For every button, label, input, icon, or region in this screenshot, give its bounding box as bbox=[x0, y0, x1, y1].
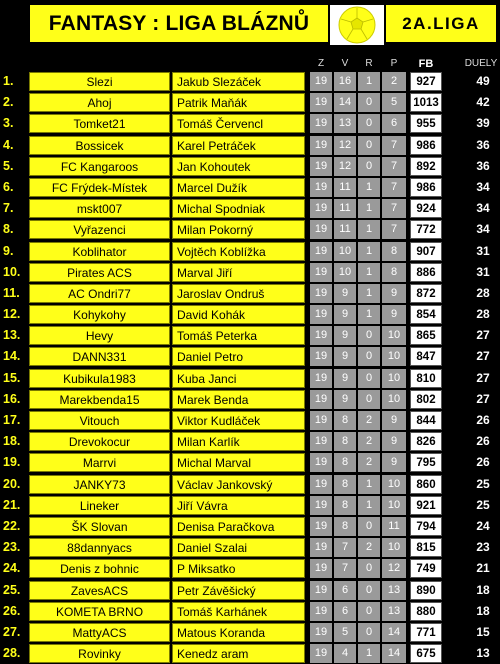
losses-cell: 12 bbox=[382, 559, 406, 578]
played-cell: 19 bbox=[310, 369, 332, 388]
fb-points-cell: 675 bbox=[410, 644, 442, 663]
table-row bbox=[0, 304, 500, 325]
losses-cell: 9 bbox=[382, 305, 406, 324]
duel-points-cell: 26 bbox=[468, 432, 498, 451]
duel-points-cell: 13 bbox=[468, 644, 498, 663]
duel-points-cell: 18 bbox=[468, 581, 498, 600]
played-cell: 19 bbox=[310, 623, 332, 642]
duel-points-cell: 27 bbox=[468, 326, 498, 345]
player-cell: Tomáš Červencl bbox=[172, 114, 305, 133]
played-cell: 19 bbox=[310, 475, 332, 494]
player-cell: Vojtěch Koblížka bbox=[172, 242, 305, 261]
table-row bbox=[0, 156, 500, 177]
wins-cell: 7 bbox=[334, 538, 356, 557]
team-cell: AC Ondri77 bbox=[29, 284, 170, 303]
fb-points-cell: 847 bbox=[410, 347, 442, 366]
rank-cell: 22. bbox=[3, 518, 21, 533]
rank-cell: 1. bbox=[3, 74, 14, 88]
wins-cell: 8 bbox=[334, 517, 356, 536]
team-cell: Vitouch bbox=[29, 411, 170, 430]
fb-points-cell: 892 bbox=[410, 157, 442, 176]
player-cell: Jakub Slezáček bbox=[172, 72, 305, 91]
player-cell: Michal Marval bbox=[172, 453, 305, 472]
team-cell: Kubikula1983 bbox=[29, 369, 170, 388]
losses-cell: 9 bbox=[382, 453, 406, 472]
team-cell: JANKY73 bbox=[29, 475, 170, 494]
col-z: Z bbox=[317, 58, 325, 69]
player-cell: Petr Závěšický bbox=[172, 581, 305, 600]
rank-cell: 12. bbox=[3, 307, 21, 322]
player-cell: Václav Jankovský bbox=[172, 475, 305, 494]
col-r: R bbox=[365, 58, 373, 69]
losses-cell: 6 bbox=[382, 114, 406, 133]
header-banner bbox=[0, 0, 500, 48]
fb-points-cell: 907 bbox=[410, 242, 442, 261]
draws-cell: 0 bbox=[358, 369, 380, 388]
page-title: FANTASY : LIGA BLÁZNŮ bbox=[30, 5, 328, 42]
team-cell: Hevy bbox=[29, 326, 170, 345]
soccer-ball-icon bbox=[330, 5, 384, 45]
table-row bbox=[0, 113, 500, 134]
draws-cell: 0 bbox=[358, 93, 380, 112]
losses-cell: 10 bbox=[382, 475, 406, 494]
played-cell: 19 bbox=[310, 390, 332, 409]
team-cell: Denis z bohnic bbox=[29, 559, 170, 578]
losses-cell: 9 bbox=[382, 411, 406, 430]
team-cell: mskt007 bbox=[29, 199, 170, 218]
fb-points-cell: 890 bbox=[410, 581, 442, 600]
col-p: P bbox=[390, 58, 398, 69]
wins-cell: 6 bbox=[334, 602, 356, 621]
rank-cell: 6. bbox=[3, 179, 14, 194]
team-cell: Kohykohy bbox=[29, 305, 170, 324]
played-cell: 19 bbox=[310, 602, 332, 621]
player-cell: Viktor Kudláček bbox=[172, 411, 305, 430]
player-cell: David Kohák bbox=[172, 305, 305, 324]
fb-points-cell: 921 bbox=[410, 496, 442, 515]
team-cell: Vyřazenci bbox=[29, 220, 170, 239]
team-cell: Ahoj bbox=[29, 93, 170, 112]
player-cell: Marek Benda bbox=[172, 390, 305, 409]
fb-points-cell: 771 bbox=[410, 623, 442, 642]
rank-cell: 17. bbox=[3, 413, 21, 427]
fb-points-cell: 844 bbox=[410, 411, 442, 430]
draws-cell: 1 bbox=[358, 305, 380, 324]
wins-cell: 14 bbox=[334, 93, 356, 112]
wins-cell: 8 bbox=[334, 411, 356, 430]
fb-points-cell: 815 bbox=[410, 538, 442, 557]
team-cell: Rovinky bbox=[29, 644, 170, 663]
table-row bbox=[0, 368, 500, 389]
team-cell: 88dannyacs bbox=[29, 538, 170, 557]
played-cell: 19 bbox=[310, 114, 332, 133]
played-cell: 19 bbox=[310, 411, 332, 430]
fb-points-cell: 872 bbox=[410, 284, 442, 303]
col-v: V bbox=[341, 58, 349, 69]
duel-points-cell: 27 bbox=[468, 369, 498, 388]
table-row bbox=[0, 219, 500, 240]
wins-cell: 6 bbox=[334, 581, 356, 600]
fb-points-cell: 749 bbox=[410, 559, 442, 578]
fb-points-cell: 810 bbox=[410, 369, 442, 388]
played-cell: 19 bbox=[310, 496, 332, 515]
player-cell: Kenedz aram bbox=[172, 644, 305, 663]
rank-cell: 18. bbox=[3, 434, 21, 449]
wins-cell: 9 bbox=[334, 390, 356, 409]
fb-points-cell: 795 bbox=[410, 453, 442, 472]
rank-cell: 28. bbox=[3, 646, 21, 661]
rank-cell: 2. bbox=[3, 95, 14, 110]
draws-cell: 2 bbox=[358, 538, 380, 557]
team-cell: Slezi bbox=[29, 72, 170, 91]
table-row bbox=[0, 601, 500, 622]
player-cell: Jan Kohoutek bbox=[172, 157, 305, 176]
losses-cell: 10 bbox=[382, 369, 406, 388]
rank-cell: 9. bbox=[3, 243, 14, 258]
duel-points-cell: 39 bbox=[468, 114, 498, 133]
played-cell: 19 bbox=[310, 136, 332, 155]
duel-points-cell: 28 bbox=[468, 305, 498, 324]
column-headers bbox=[0, 57, 500, 71]
fb-points-cell: 886 bbox=[410, 263, 442, 282]
duel-points-cell: 26 bbox=[468, 453, 498, 472]
rank-cell: 3. bbox=[3, 116, 14, 131]
draws-cell: 2 bbox=[358, 411, 380, 430]
draws-cell: 0 bbox=[358, 581, 380, 600]
team-cell: MattyACS bbox=[29, 623, 170, 642]
wins-cell: 11 bbox=[334, 178, 356, 197]
wins-cell: 4 bbox=[334, 644, 356, 663]
losses-cell: 7 bbox=[382, 136, 406, 155]
draws-cell: 1 bbox=[358, 644, 380, 663]
played-cell: 19 bbox=[310, 538, 332, 557]
duel-points-cell: 25 bbox=[468, 496, 498, 515]
played-cell: 19 bbox=[310, 242, 332, 261]
player-cell: Marcel Dužík bbox=[172, 178, 305, 197]
team-cell: FC Frýdek-Místek bbox=[29, 178, 170, 197]
played-cell: 19 bbox=[310, 199, 332, 218]
draws-cell: 0 bbox=[358, 347, 380, 366]
player-cell: Kuba Janci bbox=[172, 369, 305, 388]
wins-cell: 10 bbox=[334, 242, 356, 261]
draws-cell: 1 bbox=[358, 284, 380, 303]
duel-points-cell: 24 bbox=[468, 517, 498, 536]
duel-points-cell: 36 bbox=[468, 157, 498, 176]
col-fb: FB bbox=[418, 58, 434, 70]
losses-cell: 10 bbox=[382, 496, 406, 515]
table-row bbox=[0, 622, 500, 643]
draws-cell: 1 bbox=[358, 263, 380, 282]
played-cell: 19 bbox=[310, 72, 332, 91]
draws-cell: 0 bbox=[358, 157, 380, 176]
played-cell: 19 bbox=[310, 559, 332, 578]
player-cell: Tomáš Peterka bbox=[172, 326, 305, 345]
rank-cell: 21. bbox=[3, 497, 21, 512]
table-row bbox=[0, 346, 500, 367]
duel-points-cell: 25 bbox=[468, 475, 498, 494]
draws-cell: 0 bbox=[358, 602, 380, 621]
draws-cell: 1 bbox=[358, 475, 380, 494]
wins-cell: 11 bbox=[334, 199, 356, 218]
rank-cell: 20. bbox=[3, 476, 21, 491]
table-row bbox=[0, 71, 500, 92]
rank-cell: 14. bbox=[3, 349, 21, 364]
draws-cell: 2 bbox=[358, 432, 380, 451]
draws-cell: 0 bbox=[358, 136, 380, 155]
draws-cell: 1 bbox=[358, 178, 380, 197]
table-row bbox=[0, 325, 500, 346]
team-cell: ŠK Slovan bbox=[29, 517, 170, 536]
duel-points-cell: 34 bbox=[468, 178, 498, 197]
fb-points-cell: 880 bbox=[410, 602, 442, 621]
duel-points-cell: 34 bbox=[468, 220, 498, 239]
table-row bbox=[0, 198, 500, 219]
fb-points-cell: 772 bbox=[410, 220, 442, 239]
team-cell: Tomket21 bbox=[29, 114, 170, 133]
fb-points-cell: 955 bbox=[410, 114, 442, 133]
duel-points-cell: 18 bbox=[468, 602, 498, 621]
played-cell: 19 bbox=[310, 581, 332, 600]
wins-cell: 12 bbox=[334, 136, 356, 155]
table-row bbox=[0, 410, 500, 431]
played-cell: 19 bbox=[310, 305, 332, 324]
rank-cell: 26. bbox=[3, 603, 21, 618]
rank-cell: 27. bbox=[3, 624, 21, 639]
table-row bbox=[0, 283, 500, 304]
player-cell: Michal Spodniak bbox=[172, 199, 305, 218]
fb-points-cell: 1013 bbox=[410, 93, 442, 112]
losses-cell: 2 bbox=[382, 72, 406, 91]
wins-cell: 9 bbox=[334, 347, 356, 366]
duel-points-cell: 23 bbox=[468, 538, 498, 557]
table-row bbox=[0, 643, 500, 664]
team-cell: Pirates ACS bbox=[29, 263, 170, 282]
rank-cell: 13. bbox=[3, 328, 21, 343]
table-row bbox=[0, 474, 500, 495]
losses-cell: 10 bbox=[382, 347, 406, 366]
duel-points-cell: 15 bbox=[468, 623, 498, 642]
table-row bbox=[0, 135, 500, 156]
wins-cell: 8 bbox=[334, 475, 356, 494]
wins-cell: 9 bbox=[334, 326, 356, 345]
team-cell: Lineker bbox=[29, 496, 170, 515]
fb-points-cell: 802 bbox=[410, 390, 442, 409]
losses-cell: 8 bbox=[382, 242, 406, 261]
player-cell: Patrik Maňák bbox=[172, 93, 305, 112]
draws-cell: 0 bbox=[358, 114, 380, 133]
duel-points-cell: 42 bbox=[468, 93, 498, 112]
wins-cell: 11 bbox=[334, 220, 356, 239]
duel-points-cell: 27 bbox=[468, 390, 498, 409]
draws-cell: 1 bbox=[358, 72, 380, 91]
rank-cell: 11. bbox=[3, 285, 20, 300]
rank-cell: 4. bbox=[3, 137, 14, 152]
wins-cell: 10 bbox=[334, 263, 356, 282]
fb-points-cell: 924 bbox=[410, 199, 442, 218]
played-cell: 19 bbox=[310, 220, 332, 239]
losses-cell: 14 bbox=[382, 623, 406, 642]
losses-cell: 7 bbox=[382, 178, 406, 197]
table-row bbox=[0, 262, 500, 283]
wins-cell: 7 bbox=[334, 559, 356, 578]
fb-points-cell: 794 bbox=[410, 517, 442, 536]
table-row bbox=[0, 537, 500, 558]
table-row bbox=[0, 177, 500, 198]
played-cell: 19 bbox=[310, 517, 332, 536]
losses-cell: 8 bbox=[382, 263, 406, 282]
losses-cell: 9 bbox=[382, 432, 406, 451]
wins-cell: 8 bbox=[334, 432, 356, 451]
table-row bbox=[0, 92, 500, 113]
played-cell: 19 bbox=[310, 326, 332, 345]
played-cell: 19 bbox=[310, 93, 332, 112]
losses-cell: 10 bbox=[382, 326, 406, 345]
losses-cell: 13 bbox=[382, 602, 406, 621]
losses-cell: 7 bbox=[382, 157, 406, 176]
duel-points-cell: 31 bbox=[468, 242, 498, 261]
wins-cell: 12 bbox=[334, 157, 356, 176]
draws-cell: 1 bbox=[358, 199, 380, 218]
duel-points-cell: 31 bbox=[468, 263, 498, 282]
draws-cell: 0 bbox=[358, 623, 380, 642]
losses-cell: 5 bbox=[382, 93, 406, 112]
wins-cell: 9 bbox=[334, 284, 356, 303]
draws-cell: 2 bbox=[358, 453, 380, 472]
team-cell: Marrvi bbox=[29, 453, 170, 472]
standings-table bbox=[0, 71, 500, 664]
player-cell: Milan Pokorný bbox=[172, 220, 305, 239]
played-cell: 19 bbox=[310, 157, 332, 176]
rank-cell: 15. bbox=[3, 370, 21, 385]
played-cell: 19 bbox=[310, 347, 332, 366]
rank-cell: 10. bbox=[3, 264, 21, 279]
losses-cell: 10 bbox=[382, 538, 406, 557]
player-cell: Milan Karlík bbox=[172, 432, 305, 451]
team-cell: Drevokocur bbox=[29, 432, 170, 451]
table-row bbox=[0, 241, 500, 262]
rank-cell: 16. bbox=[3, 391, 21, 406]
table-row bbox=[0, 452, 500, 473]
col-duely: DUELY bbox=[464, 58, 498, 69]
wins-cell: 13 bbox=[334, 114, 356, 133]
draws-cell: 1 bbox=[358, 242, 380, 261]
losses-cell: 11 bbox=[382, 517, 406, 536]
duel-points-cell: 26 bbox=[468, 411, 498, 430]
wins-cell: 8 bbox=[334, 453, 356, 472]
draws-cell: 1 bbox=[358, 496, 380, 515]
fb-points-cell: 927 bbox=[410, 72, 442, 91]
losses-cell: 14 bbox=[382, 644, 406, 663]
draws-cell: 1 bbox=[358, 220, 380, 239]
player-cell: Denisa Paračkova bbox=[172, 517, 305, 536]
fb-points-cell: 986 bbox=[410, 136, 442, 155]
losses-cell: 13 bbox=[382, 581, 406, 600]
played-cell: 19 bbox=[310, 432, 332, 451]
wins-cell: 9 bbox=[334, 369, 356, 388]
losses-cell: 7 bbox=[382, 199, 406, 218]
draws-cell: 0 bbox=[358, 517, 380, 536]
rank-cell: 5. bbox=[3, 158, 14, 173]
rank-cell: 8. bbox=[3, 222, 14, 237]
played-cell: 19 bbox=[310, 284, 332, 303]
team-cell: Marekbenda15 bbox=[29, 390, 170, 409]
player-cell: Marval Jiří bbox=[172, 263, 305, 282]
player-cell: Daniel Petro bbox=[172, 347, 305, 366]
duel-points-cell: 21 bbox=[468, 559, 498, 578]
player-cell: Daniel Szalai bbox=[172, 538, 305, 557]
player-cell: Jaroslav Ondruš bbox=[172, 284, 305, 303]
team-cell: KOMETA BRNO bbox=[29, 602, 170, 621]
rank-cell: 19. bbox=[3, 455, 21, 470]
fb-points-cell: 826 bbox=[410, 432, 442, 451]
team-cell: ZavesACS bbox=[29, 581, 170, 600]
league-label: 2A.LIGA bbox=[386, 5, 496, 42]
rank-cell: 24. bbox=[3, 561, 21, 576]
rank-cell: 25. bbox=[3, 582, 21, 597]
team-cell: DANN331 bbox=[29, 347, 170, 366]
player-cell: Tomáš Karhánek bbox=[172, 602, 305, 621]
team-cell: Bossicek bbox=[29, 136, 170, 155]
table-row bbox=[0, 580, 500, 601]
duel-points-cell: 49 bbox=[468, 72, 498, 91]
rank-cell: 7. bbox=[3, 201, 14, 216]
team-cell: FC Kangaroos bbox=[29, 157, 170, 176]
player-cell: Jiří Vávra bbox=[172, 496, 305, 515]
played-cell: 19 bbox=[310, 644, 332, 663]
wins-cell: 16 bbox=[334, 72, 356, 91]
wins-cell: 5 bbox=[334, 623, 356, 642]
fb-points-cell: 865 bbox=[410, 326, 442, 345]
losses-cell: 7 bbox=[382, 220, 406, 239]
rank-cell: 23. bbox=[3, 540, 21, 555]
player-cell: Matous Koranda bbox=[172, 623, 305, 642]
losses-cell: 9 bbox=[382, 284, 406, 303]
losses-cell: 10 bbox=[382, 390, 406, 409]
duel-points-cell: 34 bbox=[468, 199, 498, 218]
wins-cell: 8 bbox=[334, 496, 356, 515]
team-cell: Koblihator bbox=[29, 242, 170, 261]
played-cell: 19 bbox=[310, 263, 332, 282]
player-cell: Karel Petráček bbox=[172, 136, 305, 155]
player-cell: P Miksatko bbox=[172, 559, 305, 578]
fb-points-cell: 986 bbox=[410, 178, 442, 197]
fb-points-cell: 860 bbox=[410, 475, 442, 494]
table-row bbox=[0, 431, 500, 452]
duel-points-cell: 36 bbox=[468, 136, 498, 155]
played-cell: 19 bbox=[310, 453, 332, 472]
duel-points-cell: 28 bbox=[468, 284, 498, 303]
fb-points-cell: 854 bbox=[410, 305, 442, 324]
duel-points-cell: 27 bbox=[468, 347, 498, 366]
draws-cell: 0 bbox=[358, 326, 380, 345]
table-row bbox=[0, 495, 500, 516]
played-cell: 19 bbox=[310, 178, 332, 197]
wins-cell: 9 bbox=[334, 305, 356, 324]
table-row bbox=[0, 516, 500, 537]
draws-cell: 0 bbox=[358, 390, 380, 409]
table-row bbox=[0, 389, 500, 410]
table-row bbox=[0, 558, 500, 579]
draws-cell: 0 bbox=[358, 559, 380, 578]
